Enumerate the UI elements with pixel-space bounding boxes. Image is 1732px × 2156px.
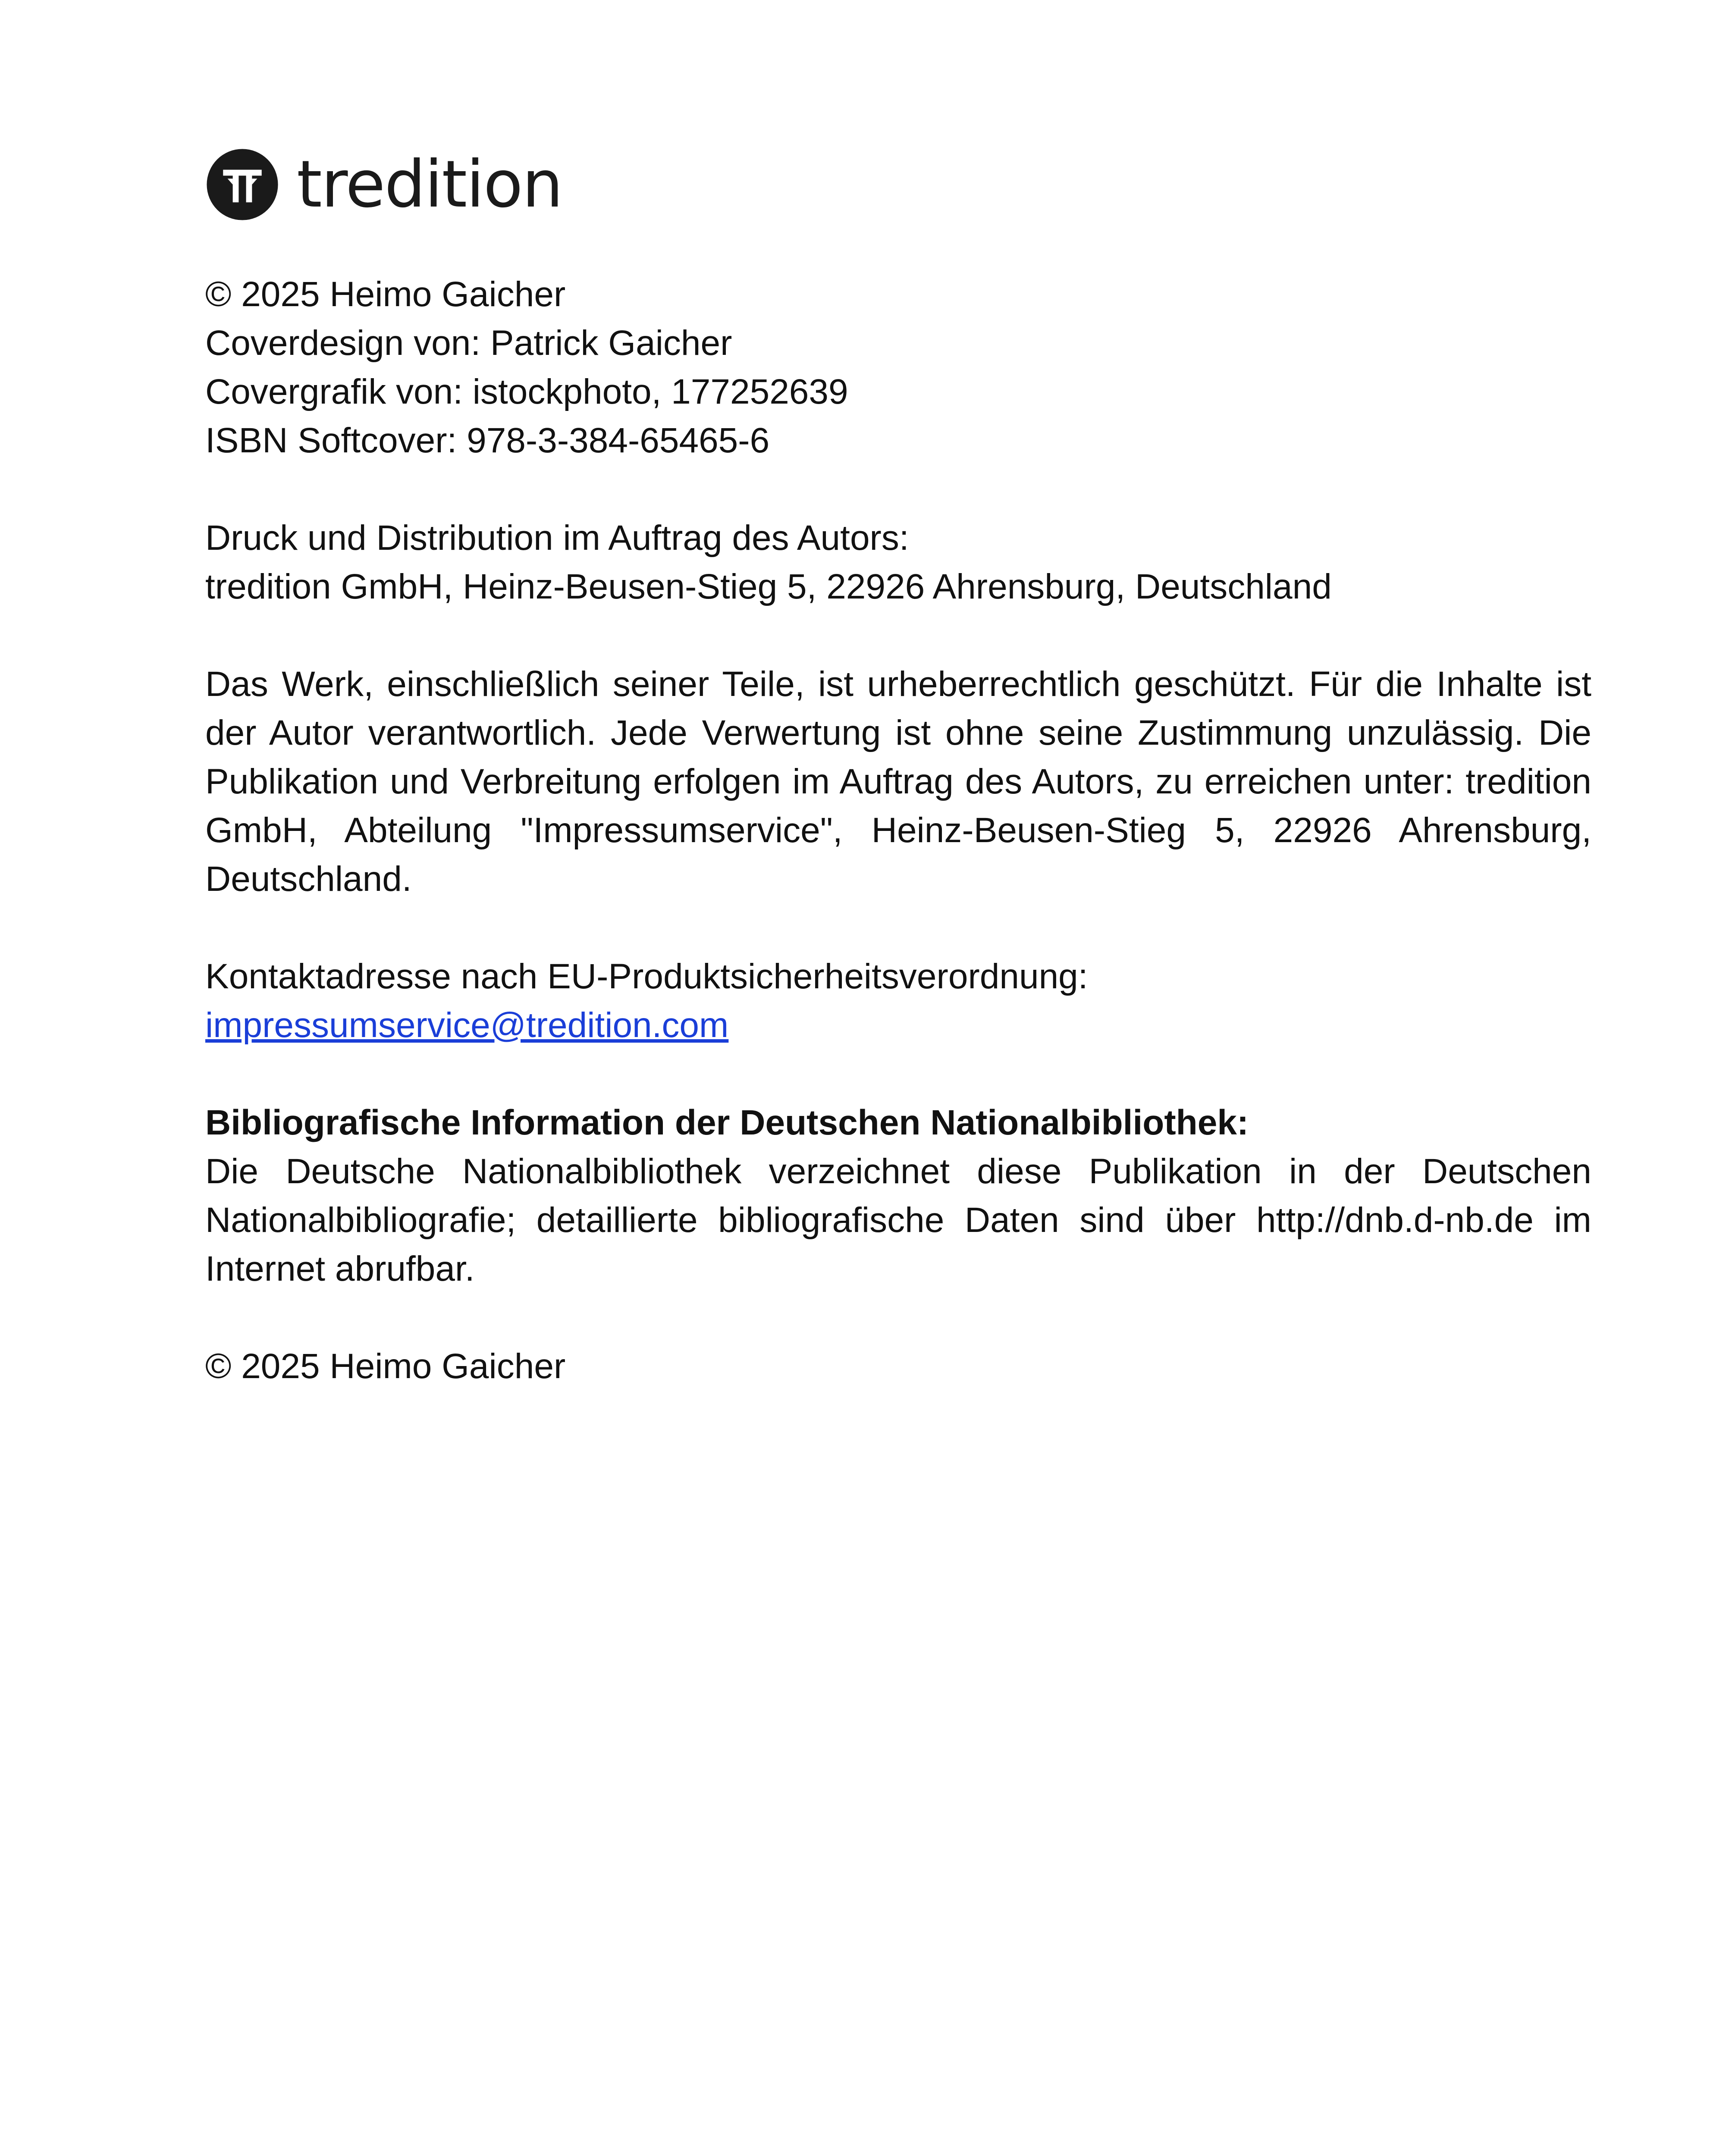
- copyright-line: © 2025 Heimo Gaicher: [205, 275, 566, 314]
- contact-email-link[interactable]: impressumservice@tredition.com: [205, 1006, 729, 1045]
- credits-block: [205, 270, 1591, 465]
- bibliography-block: [205, 1098, 1591, 1293]
- cover-graphic-line: Covergrafik von: istockphoto, 177252639: [205, 372, 848, 411]
- legal-block: [205, 660, 1591, 903]
- contact-block: [205, 952, 1591, 1050]
- contact-heading: Kontaktadresse nach EU-Produktsicherheitsverordnung:: [205, 957, 1088, 996]
- bibliography-text: Die Deutsche Nationalbibliothek verzeichnet diese Publikation in der Deutschen Nationalbibliografie; detaillierte bibliografische Daten sind über http://dnb.d-nb.de im Internet abrufbar.: [205, 1152, 1591, 1288]
- distribution-address: tredition GmbH, Heinz-Beusen-Stieg 5, 22926 Ahrensburg, Deutschland: [205, 567, 1332, 606]
- cover-design-line: Coverdesign von: Patrick Gaicher: [205, 323, 732, 363]
- bibliography-heading: Bibliografische Information der Deutschen Nationalbibliothek:: [205, 1103, 1249, 1142]
- footer-block: [205, 1342, 1591, 1391]
- legal-text: Das Werk, einschließlich seiner Teile, ist urheberrechtlich geschützt. Für die Inhalte ist der Autor verantwortlich. Jede Verwertung ist ohne seine Zustimmung unzulässig. Die Publikation und Verbreitung erfolgen im Auftrag des Autors, zu erreichen unter: tredition GmbH, Abteilung "Impressumservice", Heinz-Beusen-Stieg 5, 22926 Ahrensburg, Deutschland.: [205, 664, 1591, 899]
- isbn-line: ISBN Softcover: 978-3-384-65465-6: [205, 421, 770, 460]
- footer-copyright: © 2025 Heimo Gaicher: [205, 1347, 566, 1386]
- distribution-heading: Druck und Distribution im Auftrag des Autors:: [205, 518, 909, 558]
- distribution-block: [205, 514, 1591, 611]
- imprint-page: [205, 147, 1591, 1439]
- publisher-logo: [205, 147, 1591, 222]
- tredition-logo-icon: [205, 147, 279, 222]
- logo-wordmark: tredition: [297, 147, 562, 222]
